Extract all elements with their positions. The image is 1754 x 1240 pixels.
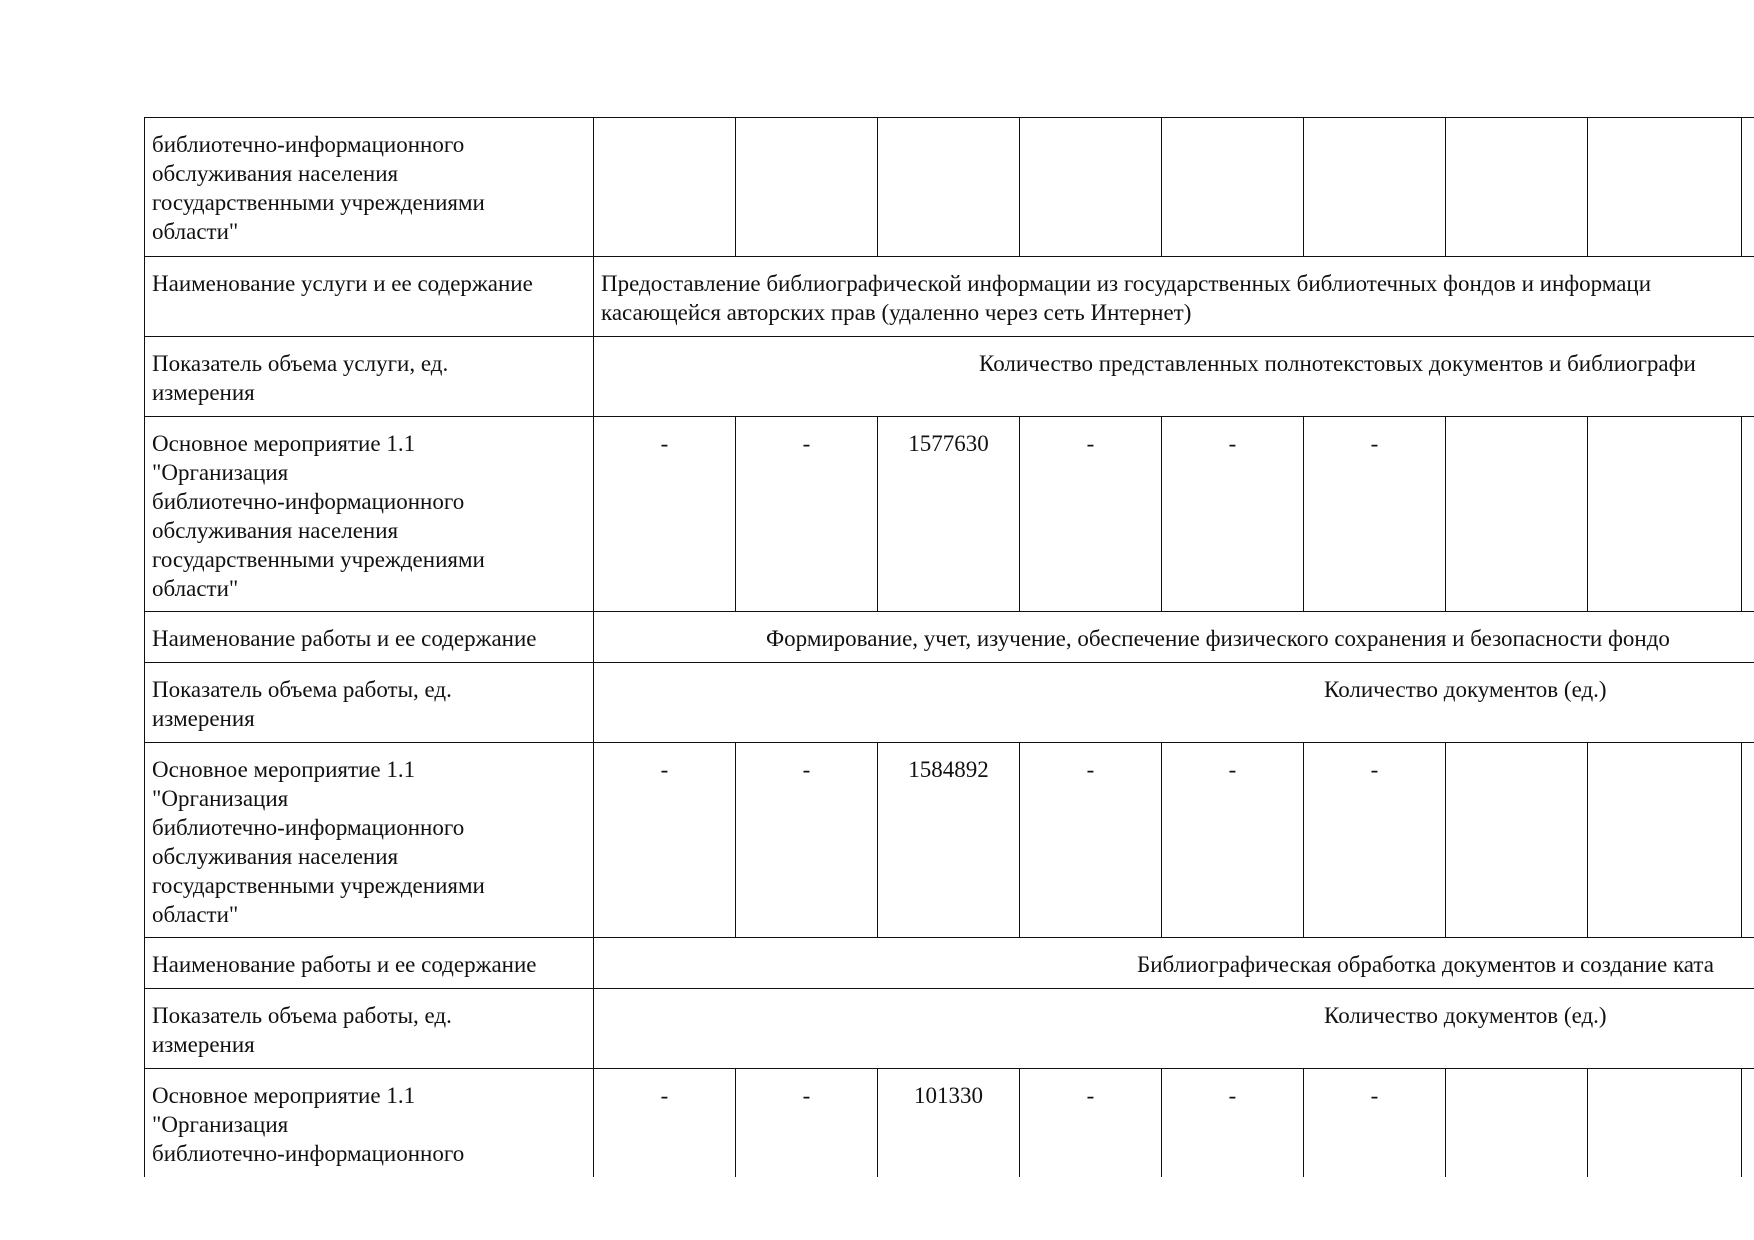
work-indicator-cell: Количество документов (ед.) bbox=[594, 663, 1754, 743]
value-cell: 101330 bbox=[878, 1069, 1020, 1178]
row-label: Основное мероприятие 1.1 "Организация библиотечно-информационного обслуживания населения государственными учреждениями области" bbox=[145, 743, 594, 938]
value-cell: - bbox=[594, 1069, 736, 1178]
service-name-cell: Предоставление библиографической информации из государственных библиотечных фондов и информаци касающейся авторских прав (удаленно через сеть Интернет) bbox=[594, 257, 1754, 337]
table-row bbox=[145, 663, 1754, 743]
table-row bbox=[145, 612, 1754, 663]
value-cell: - bbox=[1162, 417, 1304, 612]
table-row bbox=[145, 337, 1754, 417]
value-cell: - bbox=[736, 417, 878, 612]
value-cell bbox=[736, 118, 878, 257]
value-cell bbox=[1446, 1069, 1588, 1178]
row-label: библиотечно-информационного обслуживания населения государственными учреждениями области" bbox=[145, 118, 594, 257]
value-cell: - bbox=[1162, 1069, 1304, 1178]
service-indicator-cell: Количество представленных полнотекстовых документов и библиографи bbox=[594, 337, 1754, 417]
row-label: Наименование работы и ее содержание bbox=[145, 612, 594, 663]
row-label: Показатель объема работы, ед. измерения bbox=[145, 989, 594, 1069]
row-label: Показатель объема работы, ед. измерения bbox=[145, 663, 594, 743]
value-cell: - bbox=[736, 1069, 878, 1178]
value-cell bbox=[1162, 118, 1304, 257]
value-cell: - bbox=[1304, 417, 1446, 612]
table-row bbox=[145, 118, 1754, 257]
work-name-cell: Формирование, учет, изучение, обеспечение физического сохранения и безопасности фондо bbox=[594, 612, 1754, 663]
work-name-cell: Библиографическая обработка документов и создание ката bbox=[594, 938, 1754, 989]
value-cell: - bbox=[736, 743, 878, 938]
value-cell bbox=[1742, 118, 1754, 257]
value-cell: - bbox=[1304, 743, 1446, 938]
value-cell bbox=[1446, 118, 1588, 257]
row-label: Наименование услуги и ее содержание bbox=[145, 257, 594, 337]
row-label: Основное мероприятие 1.1 "Организация библиотечно-информационного bbox=[145, 1069, 594, 1178]
value-cell: - bbox=[1020, 417, 1162, 612]
table-row bbox=[145, 938, 1754, 989]
table-row bbox=[145, 257, 1754, 337]
value-cell bbox=[1588, 743, 1742, 938]
value-cell bbox=[1588, 1069, 1742, 1178]
value-cell bbox=[878, 118, 1020, 257]
value-cell: 1584892 bbox=[878, 743, 1020, 938]
value-cell: 1577630 bbox=[878, 417, 1020, 612]
value-cell bbox=[594, 118, 736, 257]
row-label: Основное мероприятие 1.1 "Организация библиотечно-информационного обслуживания населения государственными учреждениями области" bbox=[145, 417, 594, 612]
table-row bbox=[145, 417, 1754, 612]
value-cell bbox=[1588, 417, 1742, 612]
value-cell bbox=[1446, 743, 1588, 938]
table-row bbox=[145, 743, 1754, 938]
value-cell: - bbox=[594, 417, 736, 612]
value-cell bbox=[1304, 118, 1446, 257]
value-cell: - bbox=[1162, 743, 1304, 938]
value-cell bbox=[1588, 118, 1742, 257]
row-label: Показатель объема услуги, ед. измерения bbox=[145, 337, 594, 417]
document-table-viewport bbox=[144, 117, 1754, 1177]
program-indicators-table bbox=[144, 117, 1754, 1177]
value-cell bbox=[1446, 417, 1588, 612]
value-cell: - bbox=[1304, 1069, 1446, 1178]
table-row bbox=[145, 989, 1754, 1069]
value-cell: - bbox=[594, 743, 736, 938]
value-cell: - bbox=[1020, 1069, 1162, 1178]
value-cell bbox=[1742, 743, 1754, 938]
row-label: Наименование работы и ее содержание bbox=[145, 938, 594, 989]
value-cell: - bbox=[1020, 743, 1162, 938]
value-cell bbox=[1020, 118, 1162, 257]
value-cell bbox=[1742, 1069, 1754, 1178]
table-row bbox=[145, 1069, 1754, 1178]
work-indicator-cell: Количество документов (ед.) bbox=[594, 989, 1754, 1069]
value-cell bbox=[1742, 417, 1754, 612]
